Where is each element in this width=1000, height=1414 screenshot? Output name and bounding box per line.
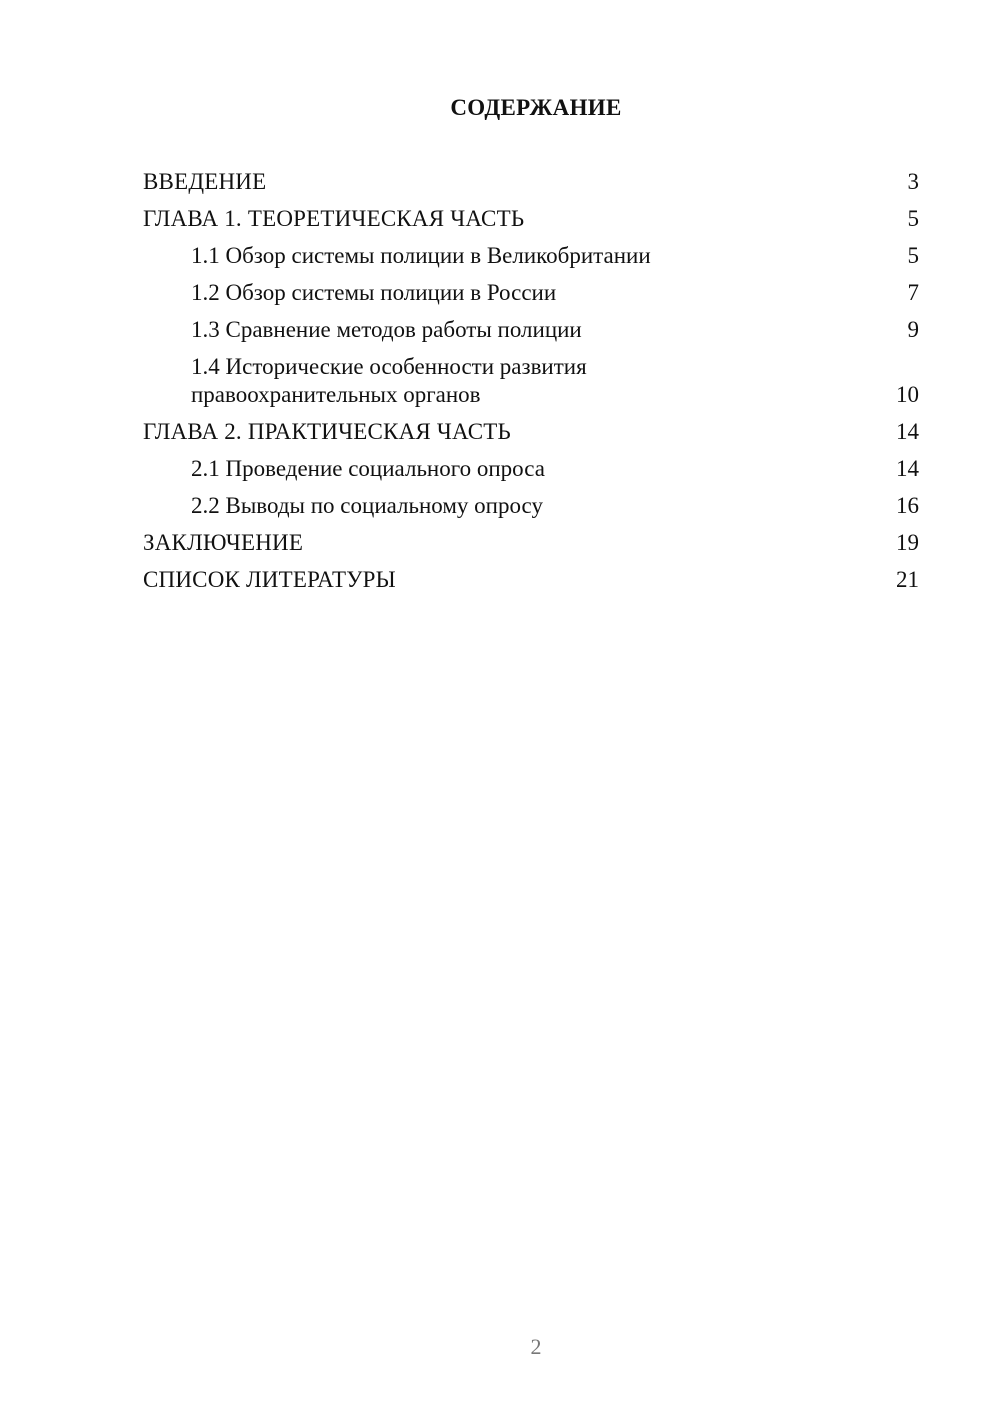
toc-entry-text: СПИСОК ЛИТЕРАТУРЫ [143, 567, 396, 592]
toc-entry-text: 1.3 Сравнение методов работы полиции [191, 317, 582, 342]
toc-entry-text: 2.2 Выводы по социальному опросу [191, 493, 543, 518]
toc-entry[interactable] [143, 242, 919, 270]
toc-entry[interactable] [143, 316, 919, 344]
toc-entry-page: 3 [907, 169, 919, 194]
toc-entry-page: 14 [896, 456, 919, 481]
page-title: СОДЕРЖАНИЕ [450, 95, 622, 120]
toc-entry-page: 14 [896, 419, 919, 444]
toc-entry-page: 5 [907, 206, 919, 231]
toc-entry[interactable] [143, 529, 919, 557]
toc-entry-page: 16 [896, 493, 919, 518]
toc-entry-text: ГЛАВА 2. ПРАКТИЧЕСКАЯ ЧАСТЬ [143, 419, 511, 444]
toc-entry[interactable] [143, 168, 919, 196]
table-of-contents [143, 168, 919, 603]
toc-entry-text: ЗАКЛЮЧЕНИЕ [143, 530, 304, 555]
toc-entry-page: 7 [907, 280, 919, 305]
toc-entry-text: ВВЕДЕНИЕ [143, 169, 267, 194]
toc-entry-page: 10 [896, 382, 919, 407]
toc-entry[interactable] [143, 205, 919, 233]
toc-entry-text: 1.4 Исторические особенности развития правоохранительных органов [191, 354, 587, 407]
toc-entry[interactable] [143, 492, 919, 520]
toc-entry-text: 1.2 Обзор системы полиции в России [191, 280, 557, 305]
toc-entry[interactable] [143, 566, 919, 594]
toc-entry[interactable] [143, 279, 919, 307]
toc-entry-text: 1.1 Обзор системы полиции в Великобритании [191, 243, 651, 268]
toc-entry-text: 2.1 Проведение социального опроса [191, 456, 545, 481]
toc-entry-page: 21 [896, 567, 919, 592]
toc-entry-page: 9 [907, 317, 919, 342]
toc-entry-text: ГЛАВА 1. ТЕОРЕТИЧЕСКАЯ ЧАСТЬ [143, 206, 525, 231]
toc-entry-page: 19 [896, 530, 919, 555]
page-number: 2 [530, 1334, 542, 1359]
toc-entry[interactable] [143, 418, 919, 446]
toc-entry-page: 5 [907, 243, 919, 268]
toc-entry[interactable] [143, 455, 919, 483]
toc-entry[interactable] [143, 353, 919, 409]
